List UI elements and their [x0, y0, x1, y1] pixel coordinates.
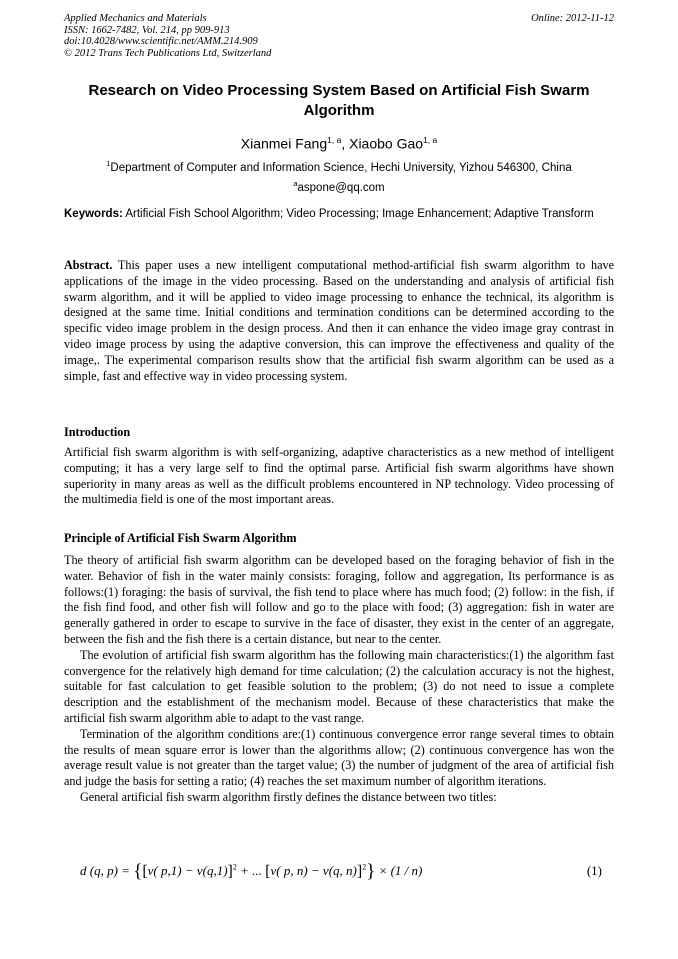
online-date: Online: 2012-11-12 — [531, 13, 614, 24]
journal-header — [64, 13, 271, 59]
principle-paragraph-1: The theory of artificial fish swarm algorithm can be developed based on the foraging behavior of fish in the water. Behavior of fish in the water mainly consists: foraging, follow and aggregation, Its performance is as follows:(1) foraging: the basis of survival, the fish tend to place where has much food; (2) follow: in the fish, if the fish find food, and other fish will follow and go to the place with food; (3) aggregation: fish in water are generally gathered in order to escape to survive in the face of disaster, they exist in the center of an aggregate, between the fish and the fish there is a certain distance, but near to the center. — [64, 553, 614, 646]
author-separator: , — [341, 135, 350, 152]
equation-term-1: v( p,1) − v(q,1) — [147, 863, 228, 878]
right-brace: } — [366, 861, 376, 882]
equation-ellipsis: + ... — [240, 863, 266, 878]
keywords — [64, 207, 614, 223]
abstract-text: This paper uses a new intelligent computational method-artificial fish swarm algorithm to have applications of the image in the video processing. Based on the understanding and analysis of artificial fish swarm algorithm, and it will be applied to video image processing to enhance the technical, its algorithm is designed at the same time. Initial conditions and termination conditions can be determined according to the specific video image problem in the design process. And then it can enhance the video image gray contrast in video image process by using the adaptive conversion, this can improve the effectiveness and quality of the image,. The experimental comparison results show that the artificial fish swarm algorithm can be used as a simple, fast and effective way in video processing system. — [64, 258, 614, 383]
affiliation-text: Department of Computer and Information Science, Hechi University, Yizhou 546300, China — [110, 161, 572, 174]
term-2-exponent: 2 — [362, 862, 367, 872]
right-bracket-1: ] — [227, 863, 233, 880]
left-bracket-1: [ — [142, 863, 148, 880]
section-heading-introduction: Introduction — [64, 425, 131, 439]
equation-expression — [80, 861, 422, 883]
equation-1 — [80, 859, 614, 885]
equation-number: (1) — [586, 863, 602, 878]
author-email: aspone@qq.com — [297, 181, 385, 194]
principle-paragraph-2: The evolution of artificial fish swarm algorithm has the following main characteristics:(1) the algorithm fast convergence for the relatively high demand for time calculation; (2) the calculation accuracy is not the highest, suitable for fast calculation to get feasible solution to the problem; (3) do not need to issue a complete description and the establishment of the mechanism model. Because of these characteristics that make the artificial fish swarm algorithm able to adapt to the vast range. — [64, 647, 614, 725]
term-1-exponent: 2 — [232, 862, 237, 872]
author-2-affiliation-mark: 1, a — [423, 135, 438, 145]
affiliation-mark: 1 — [106, 159, 111, 168]
paper-title: Research on Video Processing System Based on Artificial Fish Swarm Algorithm — [88, 82, 590, 119]
affiliation — [64, 156, 614, 196]
principle-paragraph-4: General artificial fish swarm algorithm firstly defines the distance between two titles: — [80, 789, 497, 804]
equation-lhs: d (q, p) = — [80, 863, 130, 878]
journal-name: Applied Mechanics and Materials — [64, 13, 207, 24]
author-list — [64, 131, 614, 153]
left-brace: { — [133, 861, 143, 882]
author-1: Xianmei Fang — [240, 135, 328, 152]
keywords-text: Artificial Fish School Algorithm; Video Processing; Image Enhancement; Adaptive Transform — [122, 208, 594, 220]
right-bracket-2: ] — [356, 863, 363, 880]
introduction-paragraph: Artificial fish swarm algorithm is with self-organizing, adaptive characteristics as a new method of intelligent computing; it has a very large self to find the optimal parse. Artificial fish swarm algorithms have shown superiority in many areas as well as the difficult problems encountered in NP technology. Video processing of the multimedia field is one of the most important areas. — [64, 445, 614, 507]
left-bracket-2: [ — [265, 863, 271, 880]
doi: doi:10.4028/www.scientific.net/AMM.214.909 — [64, 36, 258, 47]
principle-section — [64, 553, 614, 806]
abstract-label: Abstract. — [64, 258, 113, 272]
equation-term-2: v( p, n) − v(q, n) — [270, 863, 357, 878]
principle-paragraph-3: Termination of the algorithm conditions are:(1) continuous convergence error range several times to obtain the results of mean square error is lower than the algorithms allow; (2) continuous convergence has won the average result value is not greater than the target value; (3) the number of judgment of the area of artificial fish and judge the basis for setting a ratio; (4) reaches the set maximum number of algorithm iterations. — [64, 726, 614, 789]
keywords-label: Keywords: — [64, 208, 123, 220]
author-1-affiliation-mark: 1, a — [327, 135, 342, 145]
abstract — [64, 258, 614, 384]
email-mark: a — [293, 178, 298, 188]
equation-tail: × (1 / n) — [378, 863, 423, 878]
author-2: Xiaobo Gao — [349, 135, 424, 152]
copyright: © 2012 Trans Tech Publications Ltd, Switzerland — [64, 47, 272, 59]
issn: ISSN: 1662-7482, Vol. 214, pp 909-913 — [64, 24, 230, 36]
section-heading-principle: Principle of Artificial Fish Swarm Algorithm — [64, 531, 297, 545]
